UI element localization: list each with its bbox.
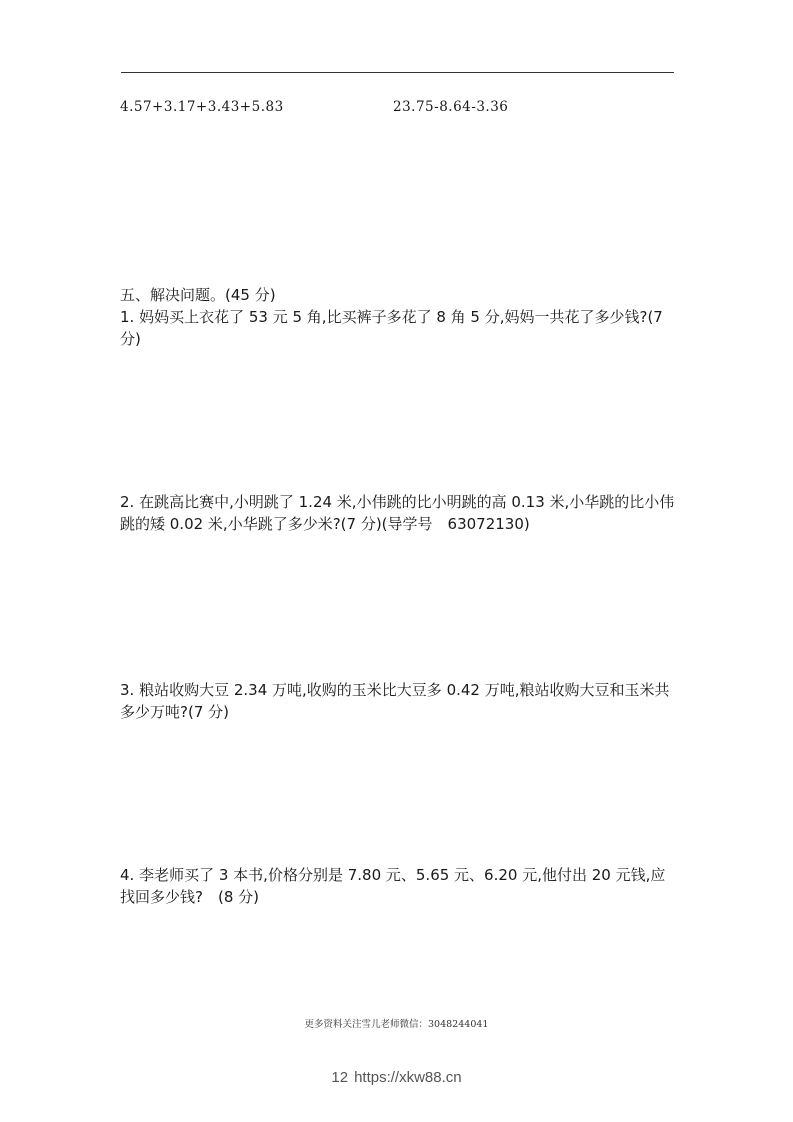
question-text: 粮站收购大豆 2.34 万吨,收购的玉米比大豆多 0.42 万吨,粮站收购大豆和玉米共多少万吨?(7 分) <box>120 681 670 721</box>
exercise-expression-left: 4.57+3.17+3.43+5.83 <box>120 99 284 115</box>
header-rule <box>121 72 674 73</box>
question-number: 4. <box>120 866 135 884</box>
question-text: 在跳高比赛中,小明跳了 1.24 米,小伟跳的比小明跳的高 0.13 米,小华跳的比小伟跳的矮 0.02 米,小华跳了多少米?(7 分)(导学号 63072130) <box>120 493 675 533</box>
page-footer <box>0 1069 793 1086</box>
question-text: 李老师买了 3 本书,价格分别是 7.80 元、5.65 元、6.20 元,他付出 20 元钱,应找回多少钱? (8 分) <box>120 866 666 906</box>
section-title: 五、解决问题。(45 分) <box>120 286 276 304</box>
exercise-expression-right: 23.75-8.64-3.36 <box>393 99 509 115</box>
question-text: 妈妈买上衣花了 53 元 5 角,比买裤子多花了 8 角 5 分,妈妈一共花了多少钱?(7 分) <box>120 308 663 348</box>
question-number: 1. <box>120 308 135 326</box>
question-1 <box>120 306 676 350</box>
page-number: 12 <box>331 1069 349 1086</box>
question-number: 3. <box>120 681 135 699</box>
question-3 <box>120 679 676 723</box>
question-number: 2. <box>120 493 135 511</box>
question-2 <box>120 491 676 535</box>
footer-note: 更多资料关注雪儿老师微信：3048244041 <box>304 1019 489 1030</box>
question-4 <box>120 864 676 908</box>
footer-url[interactable]: https://xkw88.cn <box>354 1069 462 1086</box>
